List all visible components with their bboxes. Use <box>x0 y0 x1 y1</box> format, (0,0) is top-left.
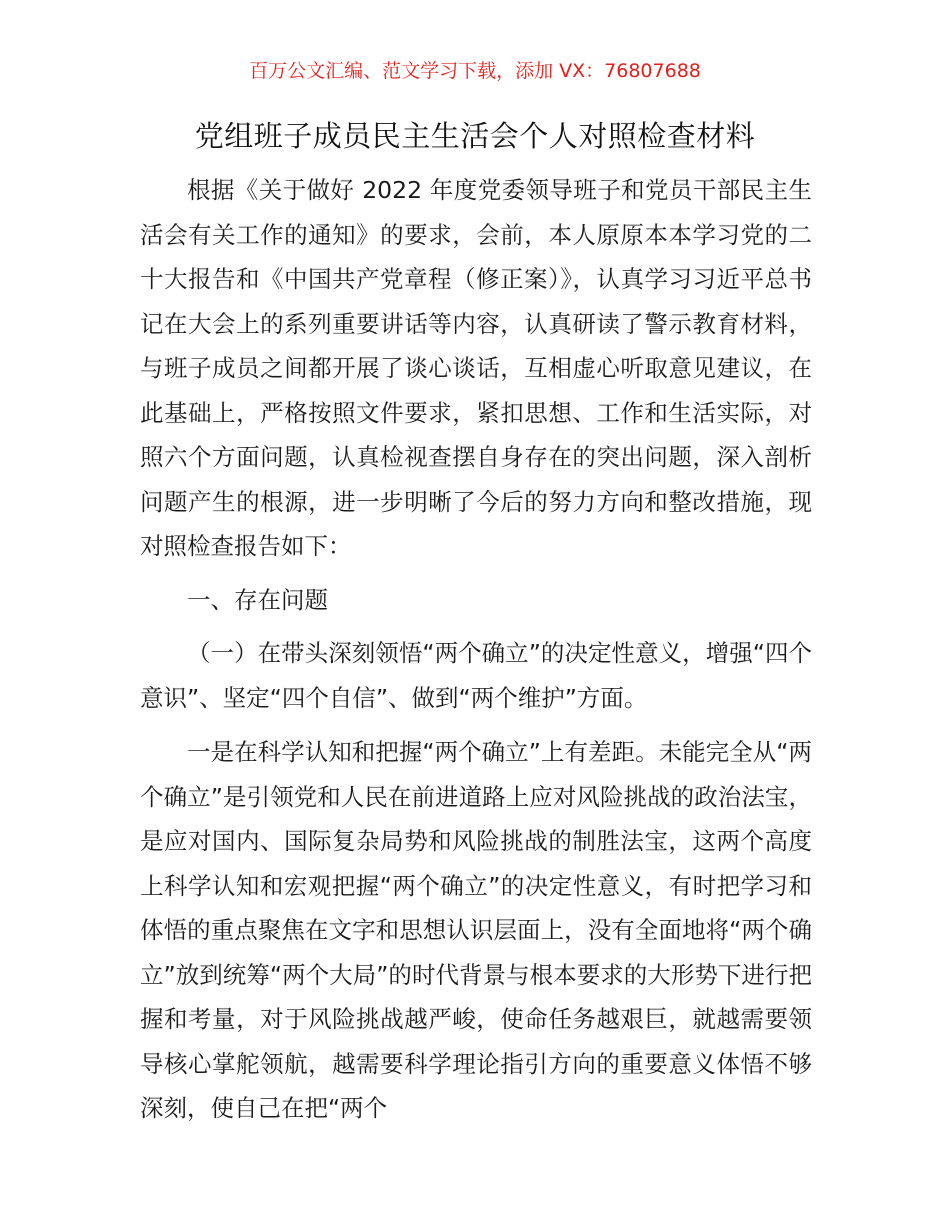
section-heading-problems: 一、存在问题 <box>187 585 328 614</box>
document-title: 党组班子成员民主生活会个人对照检查材料 <box>194 119 756 153</box>
header-watermark-note: 百万公文汇编、范文学习下载，添加 VX：76807688 <box>249 60 701 82</box>
intro-paragraph: 根据《关于做好 2022 年度党委领导班子和党员干部民主生活会有关工作的通知》的要求，会前，本人原原本本学习党的二十大报告和《中国共产党章程（修正案）》，认真学习习近平总书记在大会上的系列重要讲话等内容，认真研读了警示教育材料，与班子成员之间都开展了谈心谈话，互相虚心听取意见建议，在此基础上，严格按照文件要求，紧扣思想、工作和生活实际，对照六个方面问题，认真检视查摆自身存在的突出问题，深入剖析问题产生的根源，进一步明晰了今后的努力方向和整改措施，现对照检查报告如下： <box>140 176 812 560</box>
subsection-heading-1: （一）在带头深刻领悟“两个确立”的决定性意义，增强“四个意识”、坚定“四个自信”、做到“两个维护”方面。 <box>140 639 812 712</box>
document-body <box>140 168 812 1131</box>
body-paragraph-1: 一是在科学认知和把握“两个确立”上有差距。未能完全从“两个确立”是引领党和人民在前进道路上应对风险挑战的政治法宝，是应对国内、国际复杂局势和风险挑战的制胜法宝，这两个高度上科学认知和宏观把握“两个确立”的决定性意义，有时把学习和体悟的重点聚焦在文字和思想认识层面上，没有全面地将“两个确立”放到统筹“两个大局”的时代背景与根本要求的大形势下进行把握和考量，对于风险挑战越严峻，使命任务越艰巨，就越需要领导核心掌舵领航，越需要科学理论指引方向的重要意义体悟不够深刻，使自己在把“两个 <box>140 738 812 1122</box>
